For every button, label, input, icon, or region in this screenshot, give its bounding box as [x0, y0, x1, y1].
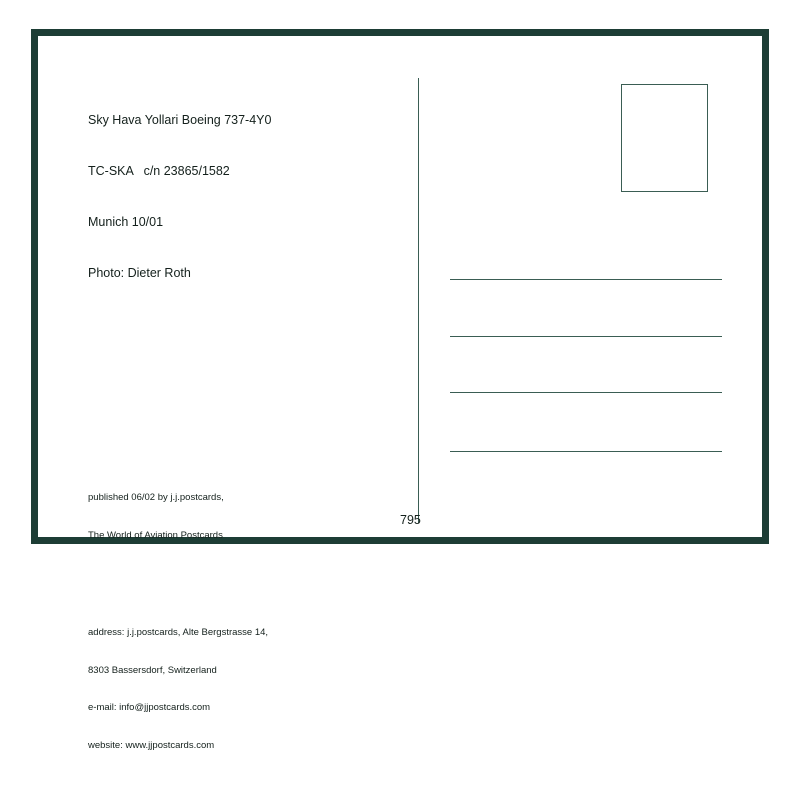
postcard-border: [31, 29, 769, 751]
address-rule-4: [450, 451, 722, 452]
publisher-contact: [88, 602, 268, 777]
caption-line-location: Munich 10/01: [88, 215, 164, 229]
publisher-line-city: 8303 Bassersdorf, Switzerland: [88, 664, 217, 676]
vertical-divider: [418, 78, 419, 523]
publisher-info: [88, 442, 268, 802]
address-rule-3: [450, 392, 722, 393]
publisher-line-tagline: The World of Aviation Postcards: [88, 529, 223, 541]
address-rule-1: [450, 279, 722, 280]
publisher-line-email: e-mail: info@jjpostcards.com: [88, 702, 211, 713]
caption-line-aircraft: Sky Hava Yollari Boeing 737-4Y0: [88, 113, 272, 127]
caption-line-photographer: Photo: Dieter Roth: [88, 266, 191, 280]
publisher-line-address: address: j.j.postcards, Alte Bergstrasse 14,: [88, 627, 269, 638]
publisher-imprint: [88, 467, 268, 567]
publisher-line-website: website: www.jjpostcards.com: [88, 739, 215, 751]
address-rule-2: [450, 336, 722, 337]
caption-line-registration: TC-SKA c/n 23865/1582: [88, 164, 230, 178]
publisher-line-published: published 06/02 by j.j.postcards,: [88, 492, 224, 503]
stamp-box: [621, 84, 708, 192]
postcard-face: [38, 36, 762, 751]
photo-caption: [88, 78, 271, 316]
card-number: 795: [400, 513, 421, 527]
